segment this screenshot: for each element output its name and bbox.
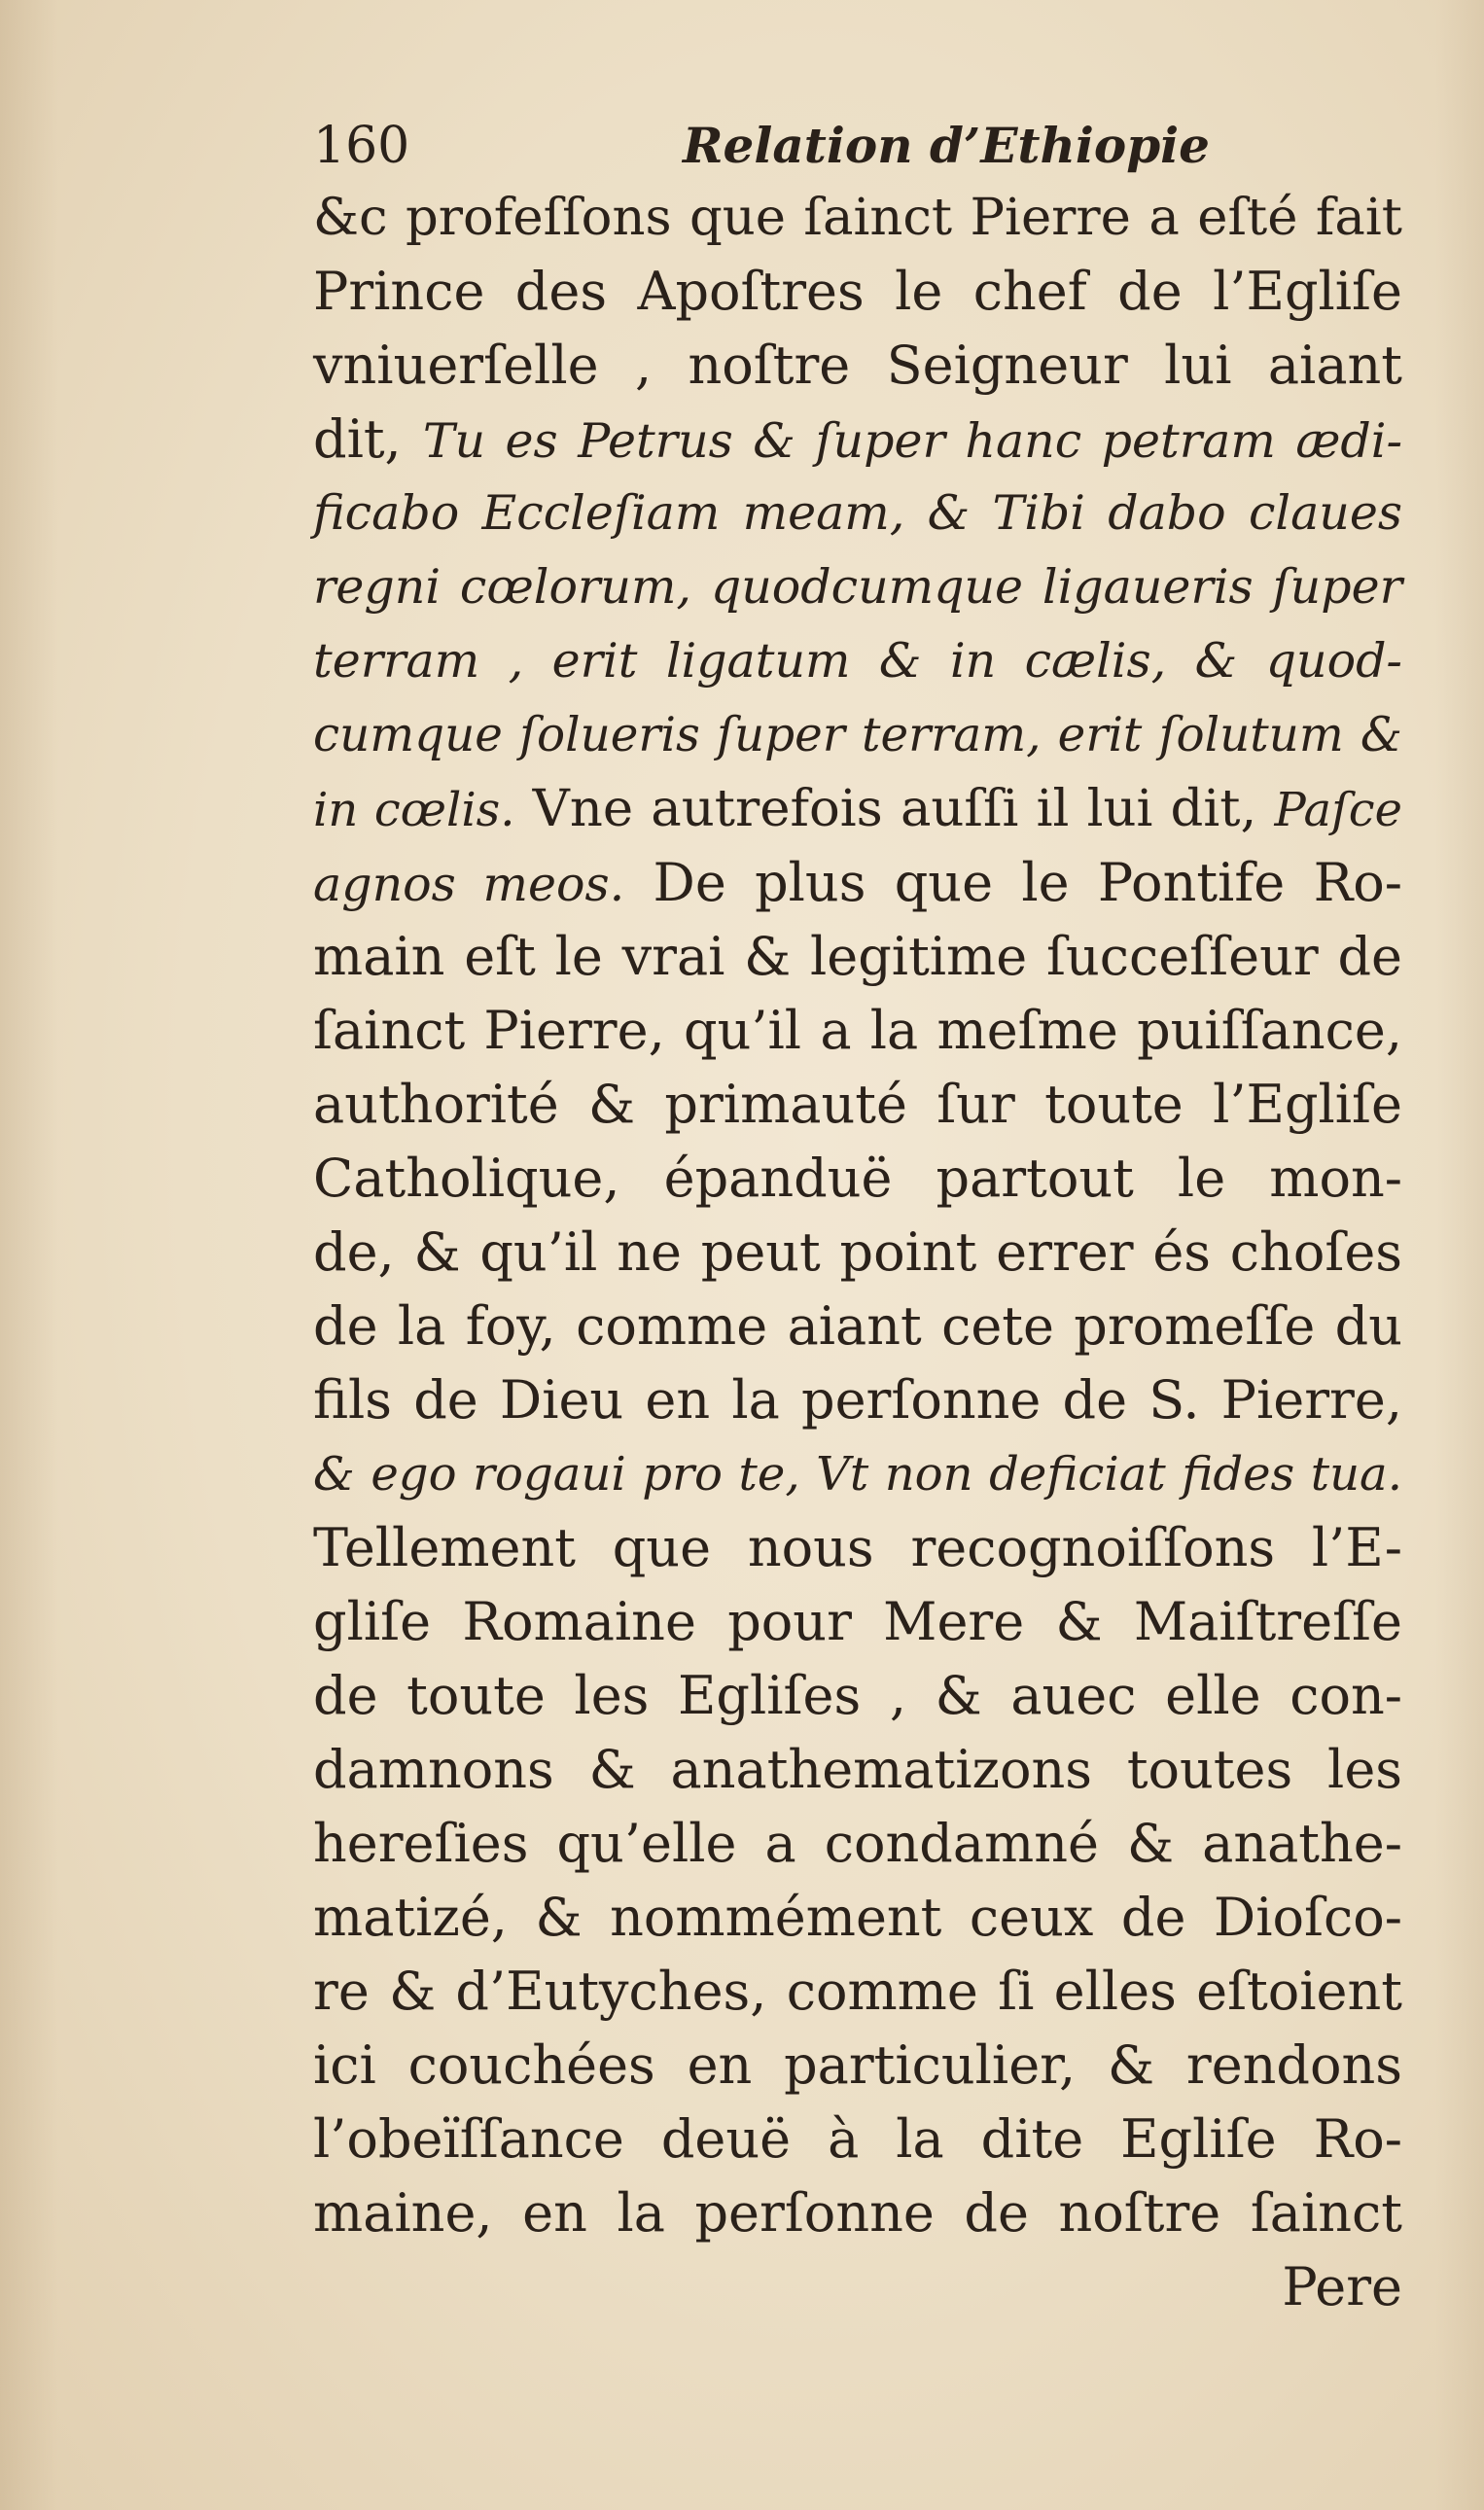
catchword: Pere: [1282, 2256, 1402, 2317]
page-shadow-left: [0, 0, 58, 2510]
body-text: [313, 181, 1402, 2324]
text-line: authorité & primauté ſur toute l’Egliſe: [313, 1074, 1402, 1135]
latin-quote-line: terram , erit ligatum & in cælis, & quod-: [313, 633, 1402, 689]
text-line: l’obeïſſance deuë à la dite Egliſe Ro-: [313, 2108, 1402, 2170]
text-run: De plus que le Pontife Ro-: [624, 852, 1402, 913]
text-line: ici couchées en particulier, & rendons: [313, 2034, 1402, 2096]
text-line: Tellement que nous recognoiſſons l’E-: [313, 1517, 1402, 1578]
page-number: 160: [313, 117, 410, 175]
latin-quote: Tu es Petrus & ſuper hanc petram ædi-: [422, 413, 1402, 469]
text-line: [313, 772, 1402, 846]
running-title: Relation d’Ethiopie: [683, 117, 1210, 174]
text-line: ſainct Pierre, qu’il a la meſme puiſſance,: [313, 1000, 1402, 1061]
text-line: maine, en la perſonne de noſtre ſainct: [313, 2182, 1402, 2244]
latin-quote-line: regni cœlorum, quodcumque ligaueris ſuper: [313, 559, 1402, 615]
text-line: Prince des Apoſtres le chef de l’Egliſe: [313, 261, 1402, 322]
text-line: hereſies qu’elle a condamné & anathe-: [313, 1813, 1402, 1874]
text-line: &c profeſſons que ſainct Pierre a eſté fait: [313, 188, 1402, 247]
text-line: [313, 846, 1402, 920]
text-run: Vne autrefois auſſi il lui dit,: [514, 779, 1275, 838]
latin-quote: in cœlis.: [313, 784, 515, 837]
running-head: [313, 115, 1402, 177]
text-line: fils de Dieu en la perſonne de S. Pierre,: [313, 1369, 1402, 1431]
latin-quote-line: & ego rogaui pro te, Vt non deficiat fides tua.: [313, 1447, 1402, 1502]
text-line: Catholique, épanduë partout le mon-: [313, 1148, 1402, 1209]
text-line: de toute les Egliſes , & auec elle con-: [313, 1665, 1402, 1726]
text-line: vniuerſelle , noſtre Seigneur lui aiant: [313, 335, 1402, 396]
text-line: de, & qu’il ne peut point errer és choſes: [313, 1221, 1402, 1283]
text-run: dit,: [313, 408, 423, 470]
latin-quote-line: ficabo Eccleſiam meam, & Tibi dabo claues: [313, 485, 1402, 541]
text-line: re & d’Eutyches, comme ſi elles eſtoient: [313, 1961, 1402, 2022]
text-line: matizé, & nommément ceux de Dioſco-: [313, 1887, 1402, 1948]
text-line: [313, 403, 1402, 477]
latin-quote-line: cumque ſolueris ſuper terram, erit ſolutum &: [313, 708, 1402, 762]
text-line: de la foy, comme aiant cete promeſſe du: [313, 1295, 1402, 1357]
text-line: gliſe Romaine pour Mere & Maiſtreſſe: [313, 1591, 1402, 1652]
page-shadow-right: [1435, 0, 1484, 2510]
text-line: main eſt le vrai & legitime ſucceſſeur de: [313, 926, 1402, 987]
latin-quote: Paſce: [1274, 784, 1402, 837]
text-line: damnons & anathematizons toutes les: [313, 1739, 1402, 1800]
latin-quote: agnos meos.: [313, 857, 625, 912]
